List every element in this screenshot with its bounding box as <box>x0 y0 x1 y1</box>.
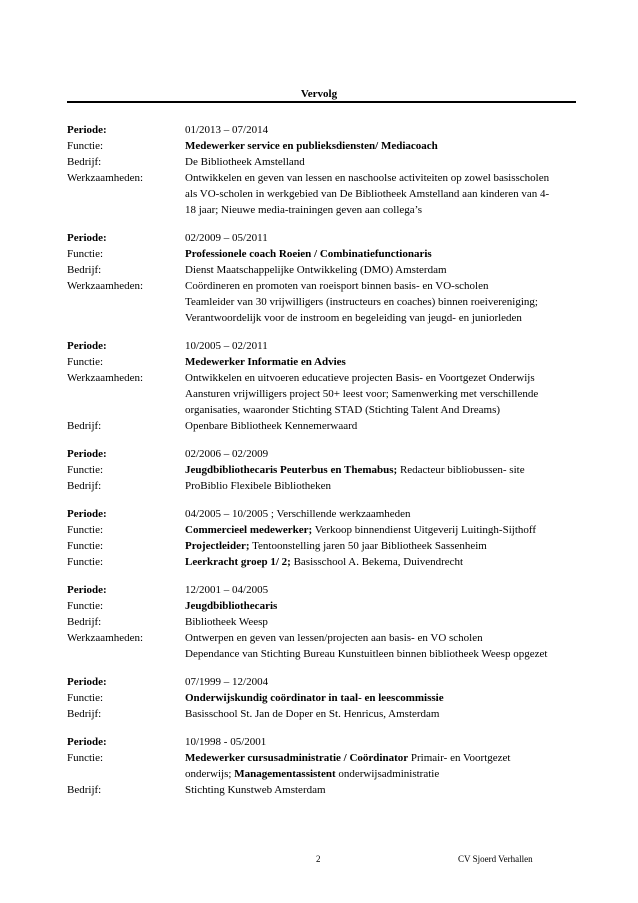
field-value-text: 04/2005 – 10/2005 ; Verschillende werkzaamheden <box>185 508 411 520</box>
field-value <box>185 766 575 782</box>
cv-entry-row <box>0 310 638 326</box>
field-value <box>185 630 575 646</box>
cv-entry-row <box>0 766 638 782</box>
field-value <box>185 138 575 154</box>
field-value <box>185 418 575 434</box>
page-header-title: Vervolg <box>300 88 338 100</box>
field-value-text: Verantwoordelijk voor de instroom en begeleiding van jeugd- en juniorleden <box>185 312 522 324</box>
field-label: Functie: <box>67 540 104 552</box>
field-label <box>67 402 185 418</box>
field-value <box>185 554 575 570</box>
field-value-text: Teamleider van 30 vrijwilligers (instructeurs en coaches) binnen roeivereniging; <box>185 296 538 308</box>
field-label: Werkzaamheden: <box>67 372 144 384</box>
footer-cv-name: CV Sjoerd Verhallen <box>458 854 533 864</box>
field-label: Functie: <box>67 524 104 536</box>
cv-entry-row <box>0 278 638 294</box>
field-value-text: 10/1998 - 05/2001 <box>185 736 267 748</box>
field-label: Bedrijf: <box>67 784 102 796</box>
field-value <box>185 230 575 246</box>
cv-entry-row <box>0 646 638 662</box>
field-label: Bedrijf: <box>67 156 102 168</box>
field-value-text: Stichting Kunstweb Amsterdam <box>185 784 326 796</box>
field-value-bold-text: Jeugdbibliothecaris <box>185 600 278 612</box>
field-label <box>67 202 185 218</box>
field-value <box>185 202 575 218</box>
field-value <box>185 370 575 386</box>
field-label: Werkzaamheden: <box>67 280 144 292</box>
field-value <box>185 462 575 478</box>
cv-entry-row <box>0 230 638 246</box>
field-value-text: Coördineren en promoten van roeisport binnen basis- en VO-scholen <box>185 280 489 292</box>
field-value-text: 07/1999 – 12/2004 <box>185 676 269 688</box>
field-value-text: Bibliotheek Weesp <box>185 616 268 628</box>
cv-entry-row <box>0 734 638 750</box>
field-value <box>185 170 575 186</box>
field-value-bold-text: Projectleider; <box>185 540 250 552</box>
field-value <box>185 734 575 750</box>
field-value-text: 12/2001 – 04/2005 <box>185 584 269 596</box>
field-value-text: 10/2005 – 02/2011 <box>185 340 268 352</box>
field-value <box>185 310 575 326</box>
cv-entry-row <box>0 446 638 462</box>
field-value <box>185 446 575 462</box>
cv-entry-row <box>0 582 638 598</box>
field-value <box>185 354 575 370</box>
field-value <box>185 294 575 310</box>
field-value <box>185 646 575 662</box>
field-value-text: ProBiblio Flexibele Bibliotheken <box>185 480 332 492</box>
header-divider <box>67 101 576 103</box>
field-label: Bedrijf: <box>67 616 102 628</box>
field-value-text: 18 jaar; Nieuwe media-trainingen geven aan collega’s <box>185 204 423 216</box>
cv-entry-row <box>0 186 638 202</box>
field-label: Bedrijf: <box>67 420 102 432</box>
field-label <box>67 386 185 402</box>
field-value <box>185 278 575 294</box>
cv-entry-row <box>0 614 638 630</box>
field-label <box>67 186 185 202</box>
cv-entry-row <box>0 462 638 478</box>
cv-work-history <box>0 122 638 810</box>
cv-entry <box>0 230 638 326</box>
field-value-text: 02/2006 – 02/2009 <box>185 448 269 460</box>
cv-entry <box>0 338 638 434</box>
field-label: Periode: <box>67 232 107 244</box>
field-value-text: Openbare Bibliotheek Kennemerwaard <box>185 420 358 432</box>
field-label: Periode: <box>67 124 107 136</box>
cv-entry-row <box>0 674 638 690</box>
field-value-text: Basisschool St. Jan de Doper en St. Henricus, Amsterdam <box>185 708 440 720</box>
field-value-bold-text: Professionele coach Roeien / Combinatiefunctionaris <box>185 248 432 260</box>
field-value-bold-text: Medewerker cursusadministratie / Coördinator <box>185 752 409 764</box>
field-value <box>185 506 575 522</box>
cv-entry-row <box>0 402 638 418</box>
field-value-bold-text: Managementassistent <box>234 768 336 780</box>
field-label: Functie: <box>67 464 104 476</box>
field-label: Periode: <box>67 676 107 688</box>
field-value-text: 01/2013 – 07/2014 <box>185 124 269 136</box>
field-value-text: 02/2009 – 05/2011 <box>185 232 268 244</box>
field-value-text: onderwijs; <box>185 768 235 780</box>
field-label: Bedrijf: <box>67 264 102 276</box>
field-label: Werkzaamheden: <box>67 172 144 184</box>
field-label: Functie: <box>67 140 104 152</box>
field-value-text: Aansturen vrijwilligers project 50+ leest voor; Samenwerking met verschillende <box>185 388 539 400</box>
field-label: Functie: <box>67 356 104 368</box>
cv-entry <box>0 582 638 662</box>
cv-entry-row <box>0 246 638 262</box>
field-value-bold-text: Medewerker service en publieksdiensten/ Mediacoach <box>185 140 438 152</box>
field-value-text: De Bibliotheek Amstelland <box>185 156 305 168</box>
cv-entry-row <box>0 370 638 386</box>
cv-entry <box>0 446 638 494</box>
field-label: Periode: <box>67 448 107 460</box>
cv-entry-row <box>0 386 638 402</box>
field-value <box>185 338 575 354</box>
cv-entry-row <box>0 170 638 186</box>
cv-entry <box>0 674 638 722</box>
field-value-text: als VO-scholen in werkgebied van De Bibliotheek Amstelland aan kinderen van 4- <box>185 188 550 200</box>
field-value-text: Ontwikkelen en geven van lessen en naschoolse activiteiten op zowel basisscholen <box>185 172 550 184</box>
cv-entry-row <box>0 418 638 434</box>
cv-entry-row <box>0 630 638 646</box>
field-label <box>67 310 185 326</box>
cv-entry-row <box>0 478 638 494</box>
cv-entry-row <box>0 122 638 138</box>
field-value-bold-text: Leerkracht groep 1/ 2; <box>185 556 291 568</box>
field-value-text: Primair- en Voortgezet <box>408 752 511 764</box>
field-value <box>185 538 575 554</box>
field-value <box>185 582 575 598</box>
field-label: Bedrijf: <box>67 480 102 492</box>
field-value-text: Ontwerpen en geven van lessen/projecten aan basis- en VO scholen <box>185 632 483 644</box>
field-label <box>67 766 185 782</box>
field-value-text: Dienst Maatschappelijke Ontwikkeling (DMO) Amsterdam <box>185 264 447 276</box>
field-value <box>185 750 575 766</box>
cv-entry-row <box>0 782 638 798</box>
cv-entry-row <box>0 138 638 154</box>
field-label: Functie: <box>67 248 104 260</box>
field-label: Functie: <box>67 692 104 704</box>
field-value <box>185 614 575 630</box>
field-value <box>185 246 575 262</box>
field-value <box>185 186 575 202</box>
field-value <box>185 154 575 170</box>
field-value-text: organisaties, waaronder Stichting STAD (Stichting Talent And Dreams) <box>185 404 501 416</box>
field-label: Periode: <box>67 584 107 596</box>
field-value <box>185 262 575 278</box>
cv-entry <box>0 506 638 570</box>
field-value <box>185 706 575 722</box>
field-value-text: Dependance van Stichting Bureau Kunstuitleen binnen bibliotheek Weesp opgezet <box>185 648 548 660</box>
field-value-bold-text: Jeugdbibliothecaris Peuterbus en Themabus; <box>185 464 398 476</box>
cv-entry <box>0 734 638 798</box>
field-label <box>67 294 185 310</box>
field-value <box>185 122 575 138</box>
field-label: Functie: <box>67 556 104 568</box>
field-value-text: Verkoop binnendienst Uitgeverij Luitingh-Sijthoff <box>312 524 537 536</box>
field-value <box>185 674 575 690</box>
field-value-bold-text: Commercieel medewerker; <box>185 524 313 536</box>
field-label: Werkzaamheden: <box>67 632 144 644</box>
field-value-text: Redacteur bibliobussen- site <box>397 464 525 476</box>
field-label: Periode: <box>67 340 107 352</box>
cv-entry-row <box>0 154 638 170</box>
field-label <box>67 646 185 662</box>
cv-entry-row <box>0 294 638 310</box>
cv-entry-row <box>0 690 638 706</box>
field-value-text: onderwijsadministratie <box>335 768 440 780</box>
field-value-text: Ontwikkelen en uitvoeren educatieve projecten Basis- en Voortgezet Onderwijs <box>185 372 535 384</box>
field-value <box>185 402 575 418</box>
page-number: 2 <box>316 854 321 864</box>
field-label: Periode: <box>67 736 107 748</box>
cv-entry <box>0 122 638 218</box>
cv-entry-row <box>0 338 638 354</box>
field-value-text: Tentoonstelling jaren 50 jaar Bibliotheek Sassenheim <box>249 540 487 552</box>
field-value <box>185 386 575 402</box>
field-value-text: Basisschool A. Bekema, Duivendrecht <box>290 556 464 568</box>
cv-entry-row <box>0 538 638 554</box>
field-label: Functie: <box>67 600 104 612</box>
field-value <box>185 522 575 538</box>
cv-entry-row <box>0 750 638 766</box>
cv-entry-row <box>0 354 638 370</box>
field-value <box>185 782 575 798</box>
field-label: Periode: <box>67 508 107 520</box>
cv-entry-row <box>0 554 638 570</box>
field-label: Bedrijf: <box>67 708 102 720</box>
field-value <box>185 690 575 706</box>
field-value-bold-text: Onderwijskundig coördinator in taal- en leescommissie <box>185 692 444 704</box>
cv-entry-row <box>0 202 638 218</box>
cv-entry-row <box>0 506 638 522</box>
cv-entry-row <box>0 262 638 278</box>
cv-entry-row <box>0 598 638 614</box>
field-value-bold-text: Medewerker Informatie en Advies <box>185 356 346 368</box>
field-value <box>185 478 575 494</box>
field-label: Functie: <box>67 752 104 764</box>
cv-entry-row <box>0 706 638 722</box>
field-value <box>185 598 575 614</box>
cv-entry-row <box>0 522 638 538</box>
